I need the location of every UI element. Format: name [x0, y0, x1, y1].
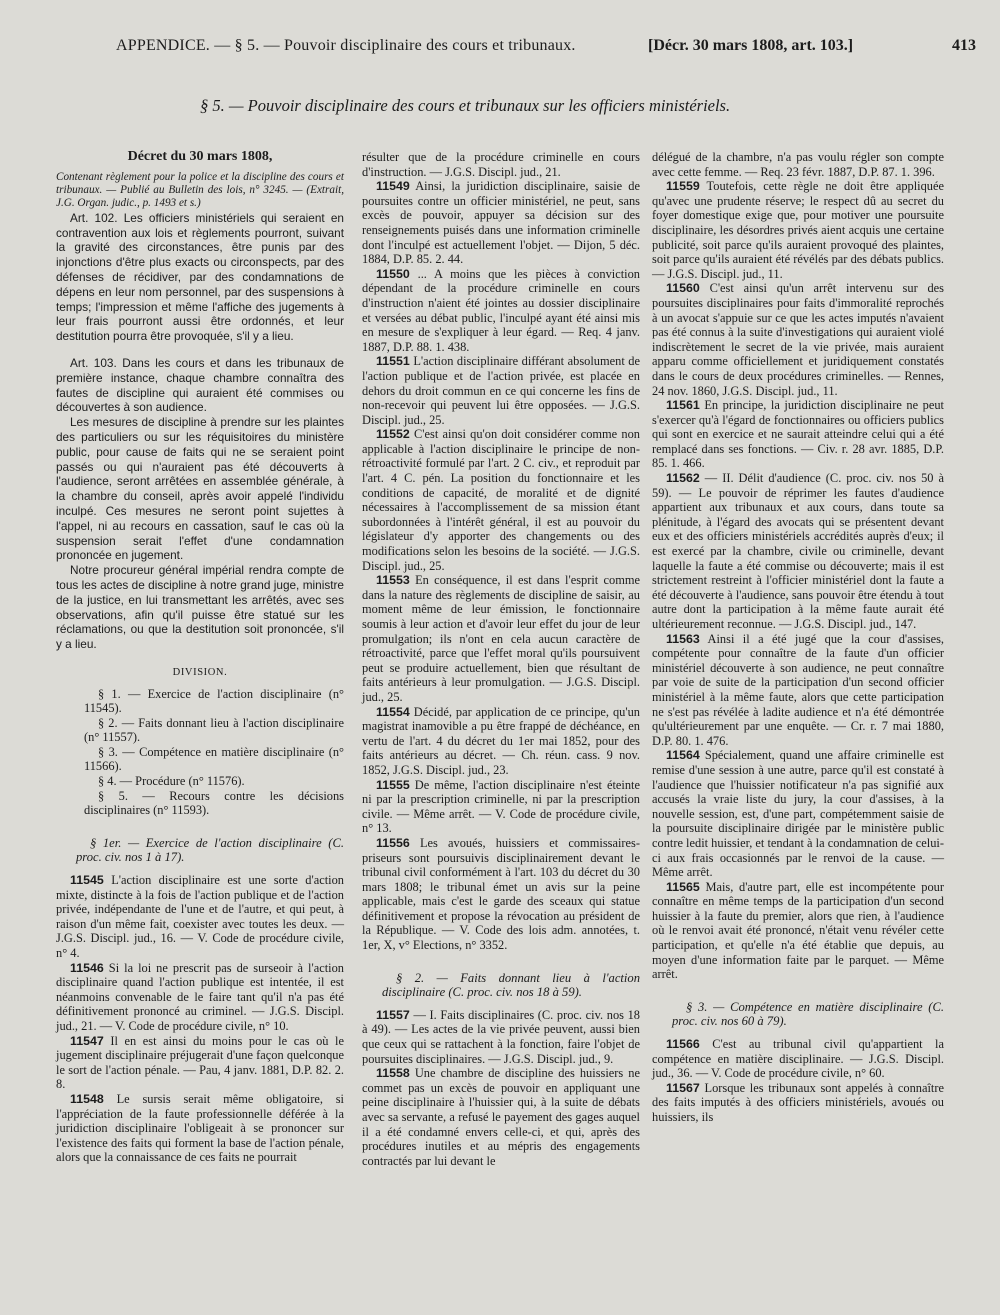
- article-102: Art. 102. Les officiers ministériels qui seraient en contravention aux lois et règlements pourront, suivant la gravité des circonstances, être punis par des injonctions d'être plus exacts ou circonspects, par des défenses de récidiver, par des condamnations de dépens en leur nom personnel, par des suspensions à temps; l'impression et même l'affiche des jugements à leur frais pourront aussi être ordonnés, et leur destitution pourra être provoquée, s'il y a lieu.: [56, 210, 344, 344]
- paragraph: 11552 C'est ainsi qu'on doit considérer comme non applicable à l'action disciplinaire le principe de non-rétroactivité formulé par l'art. 2 C. civ., et reproduit par l'art. 4 C. pén. La position du fonctionnaire et les conditions de capacité, de moralité et de dignité nécessaires à l'accomplissement de sa mission étant subordonnées à l'intérêt général, il est au pouvoir du législateur d'y apporter des changements ou des modifications selon les besoins de la société. — J.G.S. Discipl. jud., 25.: [362, 427, 640, 573]
- paragraph-continued: délégué de la chambre, n'a pas voulu régler son compte avec cette femme. — Req. 23 févr. 1887, D.P. 87. 1. 396.: [652, 150, 944, 179]
- paragraph: 11549 Ainsi, la juridiction disciplinaire, saisie de poursuites contre un officier ministériel, ne peut, sans excès de pouvoir, appuyer sa décision sur des renseignements puisés dans une information criminelle dont l'inculpé est actuellement l'objet. — Dijon, 5 déc. 1884, D.P. 85. 2. 44.: [362, 179, 640, 267]
- paragraph: 11556 Les avoués, huissiers et commissaires-priseurs sont poursuivis disciplinairement devant le tribunal civil conformément à l'art. 103 du décret du 30 mars 1808; le tribunal émet un avis sur la peine applicable, mais c'est le garde des sceaux qui statue définitivement et propose la révocation au président de la République. — V. Code des lois adm. annotées, t. 1er, X, v° Elections, n° 3352.: [362, 835, 640, 953]
- paragraph: 11564 Spécialement, quand une affaire criminelle est remise d'une session à une autre, parce qu'il est constaté à l'audience que l'huissier notificateur n'a pas signifié aux accusés la vraie liste du jury, la cour d'assises, à la nouvelle session, est, d'une part, compétemment saisie de la poursuite disciplinaire dirigée par le ministère public contre ledit huissier, et tendant à la condamnation de celui-ci aux frais occasionnés par le renvoi de la cause. — Même arrêt.: [652, 748, 944, 880]
- paragraph: 11547 Il en est ainsi du moins pour le cas où le jugement disciplinaire préjugerait d'une façon quelconque le sort de l'action pénale. — Pau, 4 janv. 1881, D.P. 82. 2. 8.: [56, 1033, 344, 1092]
- page-number: 413: [952, 37, 976, 54]
- paragraph: 11550 ... A moins que les pièces à conviction dépendant de la procédure criminelle en cours d'instruction n'aient été jointes au dossier disciplinaire et versées au débat public, l'inculpé ayant été ainsi mis en mesure de s'expliquer à leur égard. — Req. 4 janv. 1887, D.P. 88. 1. 438.: [362, 266, 640, 354]
- column-2: [362, 150, 640, 1168]
- paragraph: 11565 Mais, d'autre part, elle est incompétente pour connaître en même temps de la participation d'un second huissier à la faute du premier, alors que rien, à l'audience où le renvoi avait été prononcé, n'était venu révéler cette participation, et qu'elle n'a été établie que depuis, au moyen d'une information faite par le parquet. — Même arrêt.: [652, 879, 944, 982]
- paragraph: 11553 En conséquence, il est dans l'esprit comme dans la nature des règlements de discipline de saisir, au moment même de leur émission, le fonctionnaire soumis à leur action et d'avoir leur effet du jour de leur promulgation; ils n'ont en cela aucun caractère de rétroactivité, parce que l'effet moral qu'ils poursuivent peut se produire actuellement, bien que résultant de faits antérieurs à leur promulgation. — J.G.S. Discipl. jud., 25.: [362, 573, 640, 704]
- paragraph: 11562 — II. Délit d'audience (C. proc. civ. nos 50 à 59). — Le pouvoir de réprimer les fautes d'audience appartient aux tribunaux et aux cours, dans toute sa plénitude, à l'égard des avocats qui se présentent devant eux et des officiers ministériels accrédités auprès d'eux; il est exercé par la chambre, civile ou criminelle, devant laquelle la faute a été commise ou découverte; mais il est strictement restreint à l'officier ministériel dont la faute a été découverte à l'audience, sans pouvoir être étendu à tout autre dont la participation à la même faute aurait été ultérieurement reconnue. — J.G.S. Discipl. jud., 147.: [652, 471, 944, 631]
- header-citation: [Décr. 30 mars 1808, art. 103.]: [648, 37, 854, 54]
- division-item: § 5. — Recours contre les décisions disciplinaires (n° 11593).: [84, 788, 344, 818]
- division-item: § 2. — Faits donnant lieu à l'action disciplinaire (n° 11557).: [84, 715, 344, 745]
- paragraph: 11560 C'est ainsi qu'un arrêt intervenu sur des poursuites disciplinaires pour faits d'immoralité reprochés à un avocat s'appuie sur ce que les actes imputés n'avaient pas été connus à la suite d'investigations qui auraient violé indiscrètement le secret de la vie privée, mais auraient apparu comme officiellement et juridiquement constatés dans le cours de deux procédures criminelles. — Rennes, 24 nov. 1860, J.G.S. Discipl. jud., 11.: [652, 281, 944, 398]
- paragraph: 11563 Ainsi il a été jugé que la cour d'assises, compétente pour connaître de la faute d'un officier ministériel découverte à son audience, ne peut connaître par voie de suite de la participation d'un second officier ministériel à la même faute, alors que cette participation ne s'est pas révélée à ladite audience et n'a été démontrée qu'ultérieurement par une enquête. — Cr. r. 7 mai 1880, D.P. 80. 1. 476.: [652, 631, 944, 748]
- paragraph: 11559 Toutefois, cette règle ne doit être appliquée qu'avec une prudente réserve; le respect dû au secret du foyer domestique exige que, pour motiver une poursuite disciplinaire, les désordres privés aient acquis une certaine publicité, soit parce qu'ils auraient provoqué des plaintes, soit parce qu'ils auraient été révélés par des débats publics. — J.G.S. Discipl. jud., 11.: [652, 179, 945, 281]
- decree-subtitle: Contenant règlement pour la police et la discipline des cours et tribunaux. — Publié au Bulletin des lois, n° 3245. — (Extrait, J.G. Organ. judic., p. 1493 et s.): [56, 170, 344, 210]
- paragraph: 11546 Si la loi ne prescrit pas de surseoir à l'action disciplinaire quand l'action publique est intentée, il est néanmoins convenable de le faire tant qu'il n'a pas été définitivement prononcé au criminel. — J.G.S. Discipl. jud., 21. — V. Code de procédure civile, n° 10.: [56, 960, 344, 1033]
- paragraph: 11545 L'action disciplinaire est une sorte d'action mixte, distincte à la fois de l'action publique et de l'action privée, indépendante de l'une et de l'autre, et qui peut, à raison d'un même fait, coexister avec toutes les deux. — J.G.S. Discipl. jud., 16. — V. Code de procédure civile, n° 4.: [56, 873, 344, 961]
- paragraph: 11558 Une chambre de discipline des huissiers ne commet pas un excès de pouvoir en appliquant une peine disciplinaire à l'huissier qui, à la suite de débats avec sa servante, a refusé le payement des gages auquel il a été condamné envers celle-ci, et qui, après des procédures inutiles et au mépris des engagements contractés par lui devant le: [362, 1066, 640, 1168]
- paragraph: 11551 L'action disciplinaire différant absolument de l'action publique et de l'action privée, est placée en dehors du droit commun en ce qui concerne les fins de non-recevoir qui peuvent lui être opposées. — J.G.S. Discipl. jud., 25.: [362, 354, 640, 427]
- division-item: § 1. — Exercice de l'action disciplinaire (n° 11545).: [84, 686, 344, 716]
- article-103-para-2: Les mesures de discipline à prendre sur les plaintes des particuliers ou sur les réquisitoires du ministère public, pour cause de faits qui ne se seraient point passés ou qui n'auraient pas été découverts à l'audience, seront arrêtées en assemblée générale, à la chambre du conseil, après avoir appelé l'individu inculpé. Ces mesures ne seront point sujettes à l'appel, ni au recours en cassation, sauf le cas où la suspension serait l'effet d'une condamnation prononcée en jugement.: [56, 415, 344, 563]
- article-103: Art. 103. Dans les cours et dans les tribunaux de première instance, chaque chambre connaîtra des fautes de discipline qui auraient été commises ou découvertes à son audience.: [56, 355, 344, 415]
- column-3: [652, 150, 944, 1125]
- header-left: APPENDICE. — § 5. — Pouvoir disciplinaire des cours et tribunaux.: [116, 37, 576, 54]
- paragraph: 11566 C'est au tribunal civil qu'appartient la compétence en matière disciplinaire. — J.G.S. Discipl. jud., 36. — V. Code de procédure civile, n° 60.: [652, 1037, 944, 1081]
- subsection-1-heading: § 1er. — Exercice de l'action disciplinaire (C. proc. civ. nos 1 à 17).: [76, 835, 344, 865]
- section-title: § 5. — Pouvoir disciplinaire des cours et tribunaux sur les officiers ministériels.: [200, 96, 731, 115]
- decree-title: Décret du 30 mars 1808,: [127, 149, 273, 164]
- paragraph: 11555 De même, l'action disciplinaire n'est éteinte ni par la prescription criminelle, ni par la prescription civile. — Même arrêt. — V. Code de procédure civile, n° 13.: [362, 777, 640, 836]
- paragraph: 11567 Lorsque les tribunaux sont appelés à connaître des faits imputés à des officiers ministériels, avoués ou huissiers, ils: [652, 1080, 944, 1124]
- paragraph: 11554 Décidé, par application de ce principe, qu'un magistrat inamovible a pu être frappé de déchéance, en vertu de l'art. 4 du décret du 1er mai 1852, pour des faits antérieurs au décret. — Ch. réun. cass. 9 nov. 1852, J.G.S. Discipl. jud., 23.: [362, 704, 640, 777]
- subsection-2-heading: § 2. — Faits donnant lieu à l'action disciplinaire (C. proc. civ. nos 18 à 59).: [382, 970, 640, 1000]
- division-heading: DIVISION.: [172, 666, 228, 678]
- paragraph: 11557 — I. Faits disciplinaires (C. proc. civ. nos 18 à 49). — Les actes de la vie privée peuvent, aussi bien que ceux qui se rattachent à la fonction, faire l'objet de poursuites disciplinaires. — J.G.S. Discipl. jud., 9.: [362, 1007, 640, 1066]
- paragraph: 11548 Le sursis serait même obligatoire, si l'appréciation de la faute professionnelle déférée à la juridiction disciplinaire l'obligeait à se prononcer sur l'existence des faits qui forment la base de l'action pénale, alors que la connaissance de ces faits ne pourrait: [56, 1091, 344, 1165]
- running-header: [30, 34, 990, 58]
- paragraph-continued: résulter que de la procédure criminelle en cours d'instruction. — J.G.S. Discipl. jud., 21.: [362, 150, 640, 179]
- division-item: § 3. — Compétence en matière disciplinaire (n° 11566).: [84, 744, 344, 774]
- subsection-3-heading: § 3. — Compétence en matière disciplinaire (C. proc. civ. nos 60 à 79).: [672, 999, 944, 1029]
- division-item: § 4. — Procédure (n° 11576).: [98, 774, 245, 789]
- article-103-para-3: Notre procureur général impérial rendra compte de tous les actes de discipline à notre grand juge, ministre de la justice, en lui transmettant les arrêtés, avec ses observations, afin qu'il puisse être statué sur les réclamations, ou que la destitution soit prononcée, s'il y a lieu.: [56, 563, 344, 652]
- column-1: [56, 150, 344, 1165]
- paragraph: 11561 En principe, la juridiction disciplinaire ne peut s'exercer qu'à l'égard de fonctionnaires ou officiers publics qui sont en exercice et ne saurait atteindre celui qui a été remplacé dans ses fonctions. — Civ. r. 28 avr. 1885, D.P. 85. 1. 466.: [652, 398, 944, 471]
